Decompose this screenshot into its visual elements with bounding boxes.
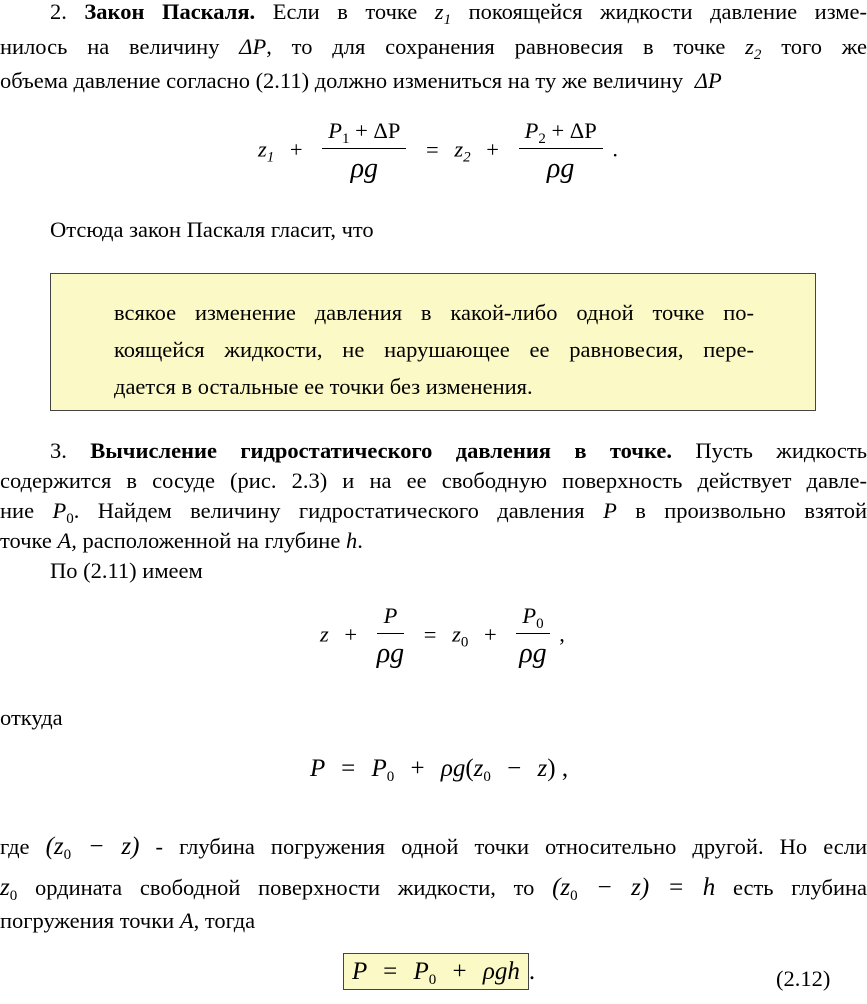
period: . xyxy=(612,136,618,162)
box-line: всякое изменение давления в какой-либо одной точке по- xyxy=(114,300,754,325)
para2-line3 xyxy=(0,63,867,98)
z-letter: z xyxy=(452,621,461,647)
whence-text: откуда xyxy=(0,705,63,730)
para3-number: 3. xyxy=(50,438,67,463)
p-letter: P xyxy=(522,603,537,628)
equation-label: (2.12) xyxy=(776,966,831,991)
sub-2: 2 xyxy=(538,131,546,147)
denominator: ρg xyxy=(519,638,547,669)
h-var: h xyxy=(345,528,358,553)
fraction-1 xyxy=(377,603,404,670)
pascal-law-text xyxy=(114,294,754,405)
equation-3 xyxy=(310,755,568,783)
sub-1: 1 xyxy=(341,131,350,147)
sub-1: 1 xyxy=(443,12,452,28)
p-letter: P xyxy=(413,958,429,985)
p-letter: P xyxy=(352,958,367,985)
para4-text: где xyxy=(0,834,30,859)
para4-text-end: есть глубина xyxy=(732,875,867,900)
equals-sign: = xyxy=(383,958,398,985)
sub-2: 2 xyxy=(753,47,762,63)
sub-0: 0 xyxy=(66,511,74,527)
sub-0: 0 xyxy=(570,888,578,904)
para2-text: Если в точке xyxy=(272,0,418,24)
para3-text-end: в произвольно взятой xyxy=(635,498,867,523)
comma: , xyxy=(559,621,565,647)
numerator: P xyxy=(377,603,404,634)
equation-2-12 xyxy=(343,958,535,986)
para2-text: нилось на величину xyxy=(0,34,220,59)
numerator xyxy=(322,118,406,149)
para3-text-mid: . Найдем величину гидростатического давления xyxy=(73,498,585,523)
equals-sign: = xyxy=(426,136,439,162)
p-letter: P xyxy=(310,755,325,782)
z-letter: z xyxy=(258,136,267,162)
z-letter: z xyxy=(434,0,444,24)
expr-start: (z xyxy=(45,833,64,860)
p-var: P xyxy=(603,498,617,523)
para2-text-end: покоящейся жидкости давление изме- xyxy=(468,0,867,24)
para4-text-end: , тогда xyxy=(193,908,256,933)
z-letter: z xyxy=(454,136,464,162)
para3-title: Вычисление гидростатического давления в точке. xyxy=(90,438,672,463)
denominator: ρg xyxy=(376,638,405,669)
sub-0: 0 xyxy=(536,616,544,632)
para4-line3 xyxy=(0,903,867,938)
plus-delta-p: + ΔP xyxy=(551,118,597,143)
plus-sign: + xyxy=(486,136,499,162)
para4-text: погружения точки xyxy=(0,908,175,933)
z-letter: z xyxy=(537,755,548,782)
fraction-2 xyxy=(516,603,549,670)
right-paren: ) xyxy=(547,755,556,782)
minus-sign: − xyxy=(507,755,522,782)
denominator: ρg xyxy=(546,153,575,184)
para4-line1 xyxy=(0,829,867,864)
sub-0: 0 xyxy=(428,972,437,988)
comma: , xyxy=(561,755,569,782)
delta-p: ΔP xyxy=(694,68,722,93)
sub-0: 0 xyxy=(386,769,395,785)
p-letter: P xyxy=(52,498,67,523)
plus-sign: + xyxy=(289,136,303,162)
pascal-law-box xyxy=(50,273,816,411)
sub-0: 0 xyxy=(63,847,72,863)
fraction-1 xyxy=(322,118,406,185)
delta-p: ΔP xyxy=(239,34,267,59)
equation-pascal xyxy=(258,118,618,185)
para2-line1 xyxy=(0,0,867,29)
plus-sign: + xyxy=(484,621,497,647)
denominator: ρg xyxy=(350,153,379,184)
sub-2: 2 xyxy=(463,149,471,166)
z2-var xyxy=(745,34,762,63)
para4-line2 xyxy=(0,870,867,905)
para3-text: Пусть жидкость xyxy=(695,438,867,463)
para2-text-mid: , то для сохранения равновесия в точке xyxy=(266,34,726,59)
plus-sign: + xyxy=(410,755,425,782)
z-letter: z xyxy=(0,874,10,901)
p0-var xyxy=(52,498,74,527)
sub-0: 0 xyxy=(9,888,18,904)
para3-line2: содержится в сосуде (рис. 2.3) и на ее свободную поверхность действует давле- xyxy=(0,468,867,493)
para4-text-end: - глубина погружения одной точки относительно другой. Но если xyxy=(155,834,867,859)
z-letter: z xyxy=(473,755,484,782)
highlighted-formula xyxy=(343,953,529,990)
numerator xyxy=(519,118,603,149)
period: . xyxy=(528,958,536,985)
period: . xyxy=(357,528,363,553)
by-2-11: По (2.11) имеем xyxy=(50,558,203,583)
expr-depth xyxy=(552,874,716,904)
z0-var xyxy=(0,874,18,904)
sub-0: 0 xyxy=(483,769,491,785)
pascal-intro: Отсюда закон Паскаля гласит, что xyxy=(50,217,374,242)
numerator xyxy=(516,603,549,634)
para2-line2 xyxy=(0,29,867,64)
box-line: дается в остальные ее точки без изменения. xyxy=(114,374,533,399)
expr-start: (z xyxy=(552,874,571,901)
rho-g: ρg xyxy=(440,755,466,782)
a-var: A, xyxy=(57,528,77,553)
para3-text: расположенной на глубине xyxy=(82,528,341,553)
plus-sign: + xyxy=(452,958,467,985)
sub-1: 1 xyxy=(266,149,275,166)
p-letter: P xyxy=(328,118,342,143)
a-var: A xyxy=(179,908,194,933)
rho-g-h: ρgh xyxy=(482,958,520,985)
equals-sign: = xyxy=(423,621,437,647)
equation-2 xyxy=(320,603,565,670)
expr-end: − z) xyxy=(87,833,140,860)
expr-z0-minus-z xyxy=(45,833,140,863)
z1-var xyxy=(434,0,452,28)
box-line: коящейся жидкости, не нарушающее ее равновесия, пере- xyxy=(114,337,754,362)
para3-text: ние xyxy=(0,498,35,523)
para2-text-end: того же xyxy=(781,34,867,59)
plus-sign: + xyxy=(344,621,358,647)
para4-text: ордината свободной поверхности жидкости, то xyxy=(34,875,535,900)
p-letter: P xyxy=(371,755,387,782)
fraction-2 xyxy=(519,118,603,185)
para2-number: 2. xyxy=(50,0,67,24)
para2-title: Закон Паскаля. xyxy=(84,0,256,24)
left-paren: ( xyxy=(465,755,474,782)
para2-text: объема давление согласно (2.11) должно измениться на ту же величину xyxy=(0,68,684,93)
equals-sign: = xyxy=(341,755,356,782)
sub-0: 0 xyxy=(460,634,469,651)
expr-end: − z) = h xyxy=(595,874,716,901)
z-letter: z xyxy=(745,34,754,59)
z-letter: z xyxy=(320,621,329,647)
plus-delta-p: + ΔP xyxy=(355,118,401,143)
para3-text: точке xyxy=(0,528,52,553)
p-letter: P xyxy=(524,118,539,143)
